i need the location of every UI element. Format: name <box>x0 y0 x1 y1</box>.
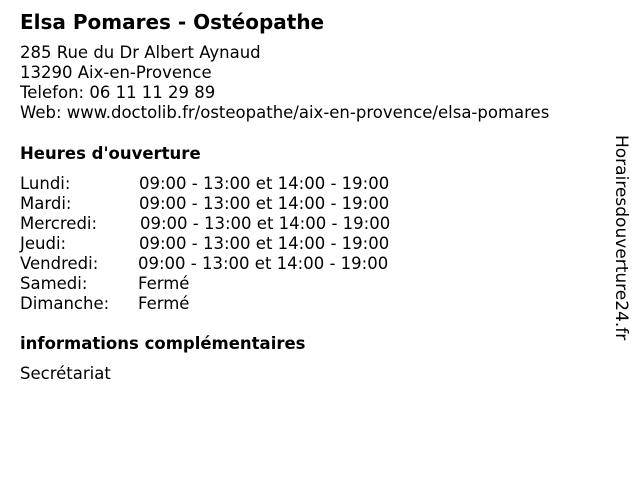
day-label: Dimanche: <box>20 294 110 313</box>
address-block <box>20 43 549 123</box>
time-value: 09:00 - 13:00 et 14:00 - 19:00 <box>139 174 390 193</box>
time-value: 09:00 - 13:00 et 14:00 - 19:00 <box>138 254 389 273</box>
time-value: Fermé <box>138 294 190 313</box>
day-label: Mercredi: <box>20 214 98 233</box>
time-value: 09:00 - 13:00 et 14:00 - 19:00 <box>139 194 390 213</box>
day-label: Vendredi: <box>20 254 99 273</box>
day-label: Jeudi: <box>20 234 67 253</box>
time-value: Fermé <box>138 274 190 293</box>
street-address: 285 Rue du Dr Albert Aynaud <box>20 43 261 62</box>
website-link: Web: www.doctolib.fr/osteopathe/aix-en-provence/elsa-pomares <box>20 103 550 122</box>
time-value: 09:00 - 13:00 et 14:00 - 19:00 <box>139 234 390 253</box>
page-title: Elsa Pomares - Ostéopathe <box>20 10 325 34</box>
additional-info-text: Secrétariat <box>20 364 111 383</box>
additional-info-heading: informations complémentaires <box>20 334 306 353</box>
site-watermark: Horairesdouverture24.fr <box>611 135 631 341</box>
day-label: Samedi: <box>20 274 88 293</box>
opening-hours-heading: Heures d'ouverture <box>20 144 201 163</box>
city-address: 13290 Aix-en-Provence <box>20 63 212 82</box>
day-label: Lundi: <box>20 174 71 193</box>
day-label: Mardi: <box>20 194 72 213</box>
time-value: 09:00 - 13:00 et 14:00 - 19:00 <box>140 214 391 233</box>
phone-number: Telefon: 06 11 11 29 89 <box>20 83 216 102</box>
